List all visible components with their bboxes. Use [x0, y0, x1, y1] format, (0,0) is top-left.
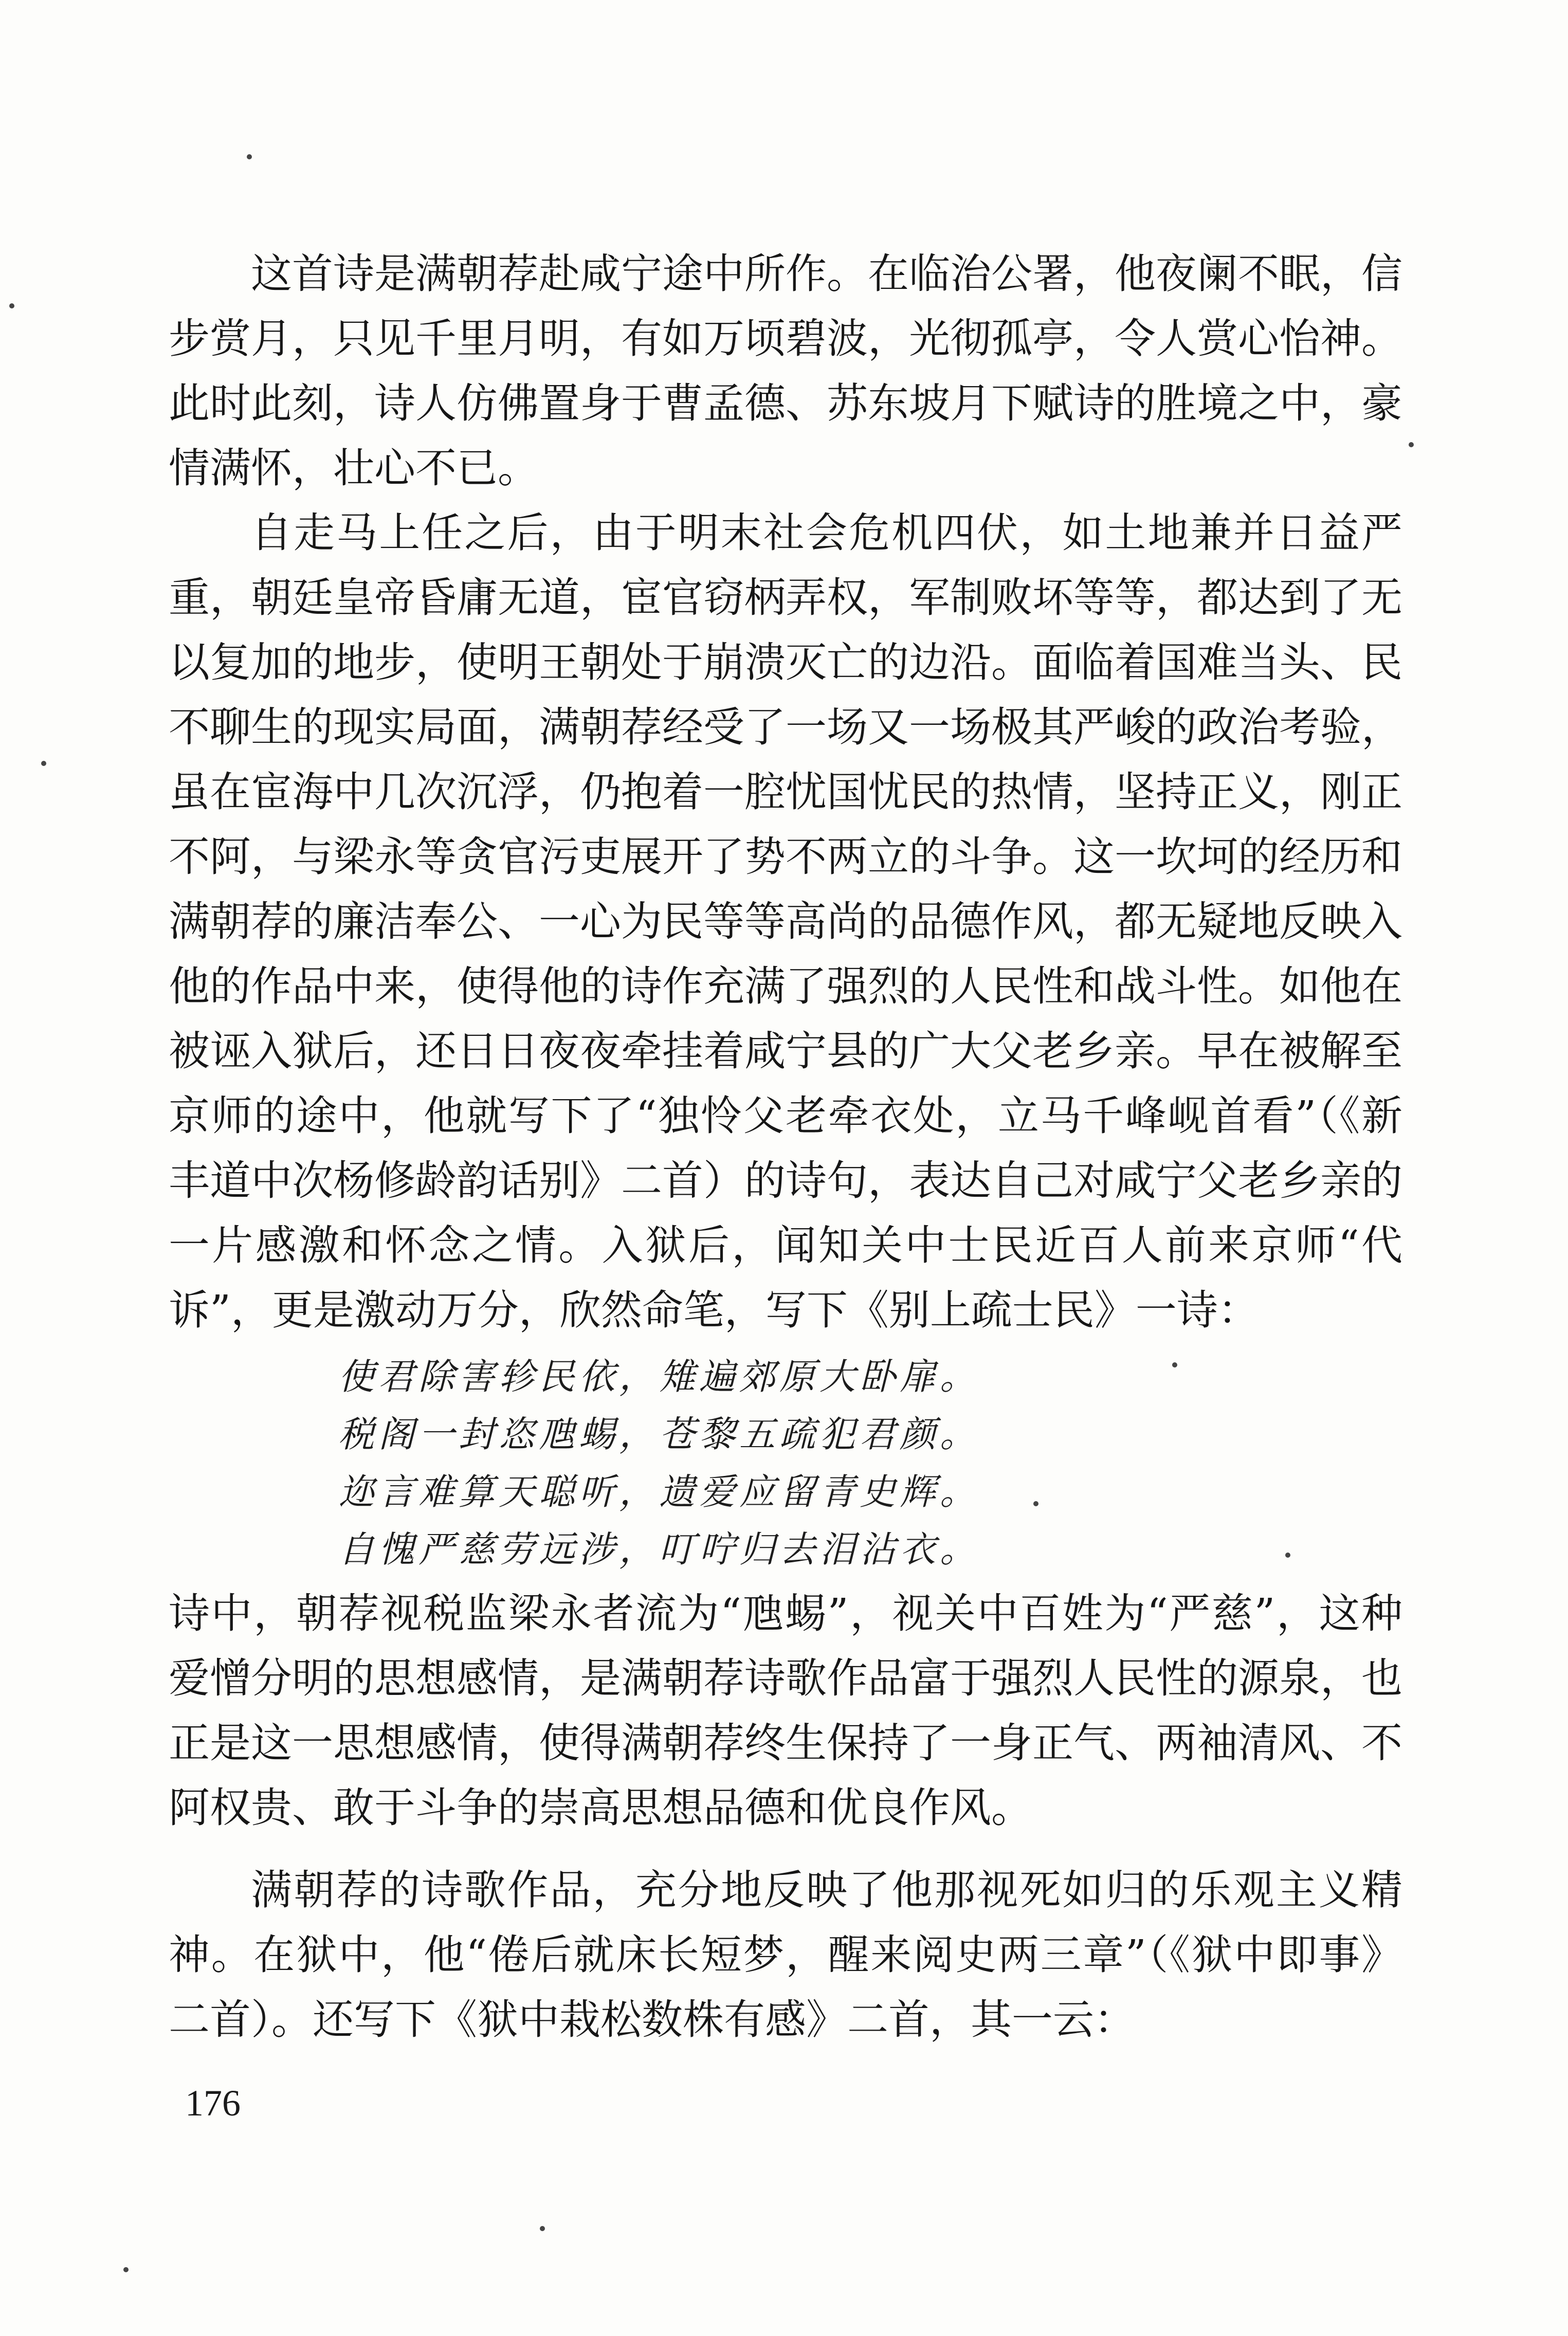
paragraph-after-poem: 诗中，朝荐视税监梁永者流为“虺蜴”，视关中百姓为“严慈”，这种爱憎分明的思想感情，是满朝荐诗歌作品富于强烈人民性的源泉，也正是这一思想感情，使得满朝荐终生保持了一身正气、两袖清风、不阿权贵、敢于斗争的崇高思想品德和优良作风。: [169, 1590, 1402, 1832]
scan-speck: [1285, 1553, 1290, 1558]
poem-line-3: 迩言难算天聪听，遗爱应留青史辉。: [338, 1471, 980, 1513]
poem-line-2: 税阁一封恣虺蜴，苍黎五疏犯君颜。: [338, 1413, 980, 1455]
scan-speck: [41, 761, 46, 766]
scan-speck: [1172, 1362, 1177, 1367]
scan-speck: [123, 2267, 129, 2272]
body-text: [169, 242, 1402, 2052]
poem-block: [169, 1348, 1402, 1578]
paragraph-1: 这首诗是满朝荐赴咸宁途中所作。在临治公署，他夜阑不眠，信步赏月，只见千里月明，有如万顷碧波，光彻孤亭，令人赏心怡神。此时此刻，诗人仿佛置身于曹孟德、苏东坡月下赋诗的胜境之中，豪情满怀，壮心不已。: [169, 250, 1402, 492]
poem-line-1: 使君除害轸民依，雉遍郊原大卧扉。: [338, 1356, 980, 1398]
scan-speck: [540, 2226, 545, 2231]
scan-speck: [1033, 1501, 1038, 1506]
paragraph-2: 自走马上任之后，由于明末社会危机四伏，如土地兼并日益严重，朝廷皇帝昏庸无道，宦官窃柄弄权，军制败坏等等，都达到了无以复加的地步，使明王朝处于崩溃灭亡的边沿。面临着国难当头、民不聊生的现实局面，满朝荐经受了一场又一场极其严峻的政治考验，虽在宦海中几次沉浮，仍抱着一腔忧国忧民的热情，坚持正义，刚正不阿，与梁永等贪官污吏展开了势不两立的斗争。这一坎坷的经历和满朝荐的廉洁奉公、一心为民等等高尚的品德作风，都无疑地反映入他的作品中来，使得他的诗作充满了强烈的人民性和战斗性。如他在被诬入狱后，还日日夜夜牵挂着咸宁县的广大父老乡亲。早在被解至京师的途中，他就写下了“独怜父老牵衣处，立马千峰岘首看”（《新丰道中次杨修龄韵话别》二首）的诗句，表达自己对咸宁父老乡亲的一片感激和怀念之情。入狱后，闻知关中士民近百人前来京师“代诉”，更是激动万分，欣然命笔，写下《别上疏士民》一诗：: [169, 509, 1402, 1334]
scan-speck: [1409, 442, 1414, 447]
scan-speck: [247, 154, 252, 159]
poem-line-4: 自愧严慈劳远涉，叮咛归去泪沾衣。: [338, 1528, 980, 1571]
scan-speck: [9, 303, 14, 308]
page-number: 176: [185, 2083, 241, 2124]
paragraph-last: 满朝荐的诗歌作品，充分地反映了他那视死如归的乐观主义精神。在狱中，他“倦后就床长短梦，醒来阅史两三章”（《狱中即事》二首）。还写下《狱中栽松数株有感》二首，其一云：: [169, 1866, 1402, 2043]
